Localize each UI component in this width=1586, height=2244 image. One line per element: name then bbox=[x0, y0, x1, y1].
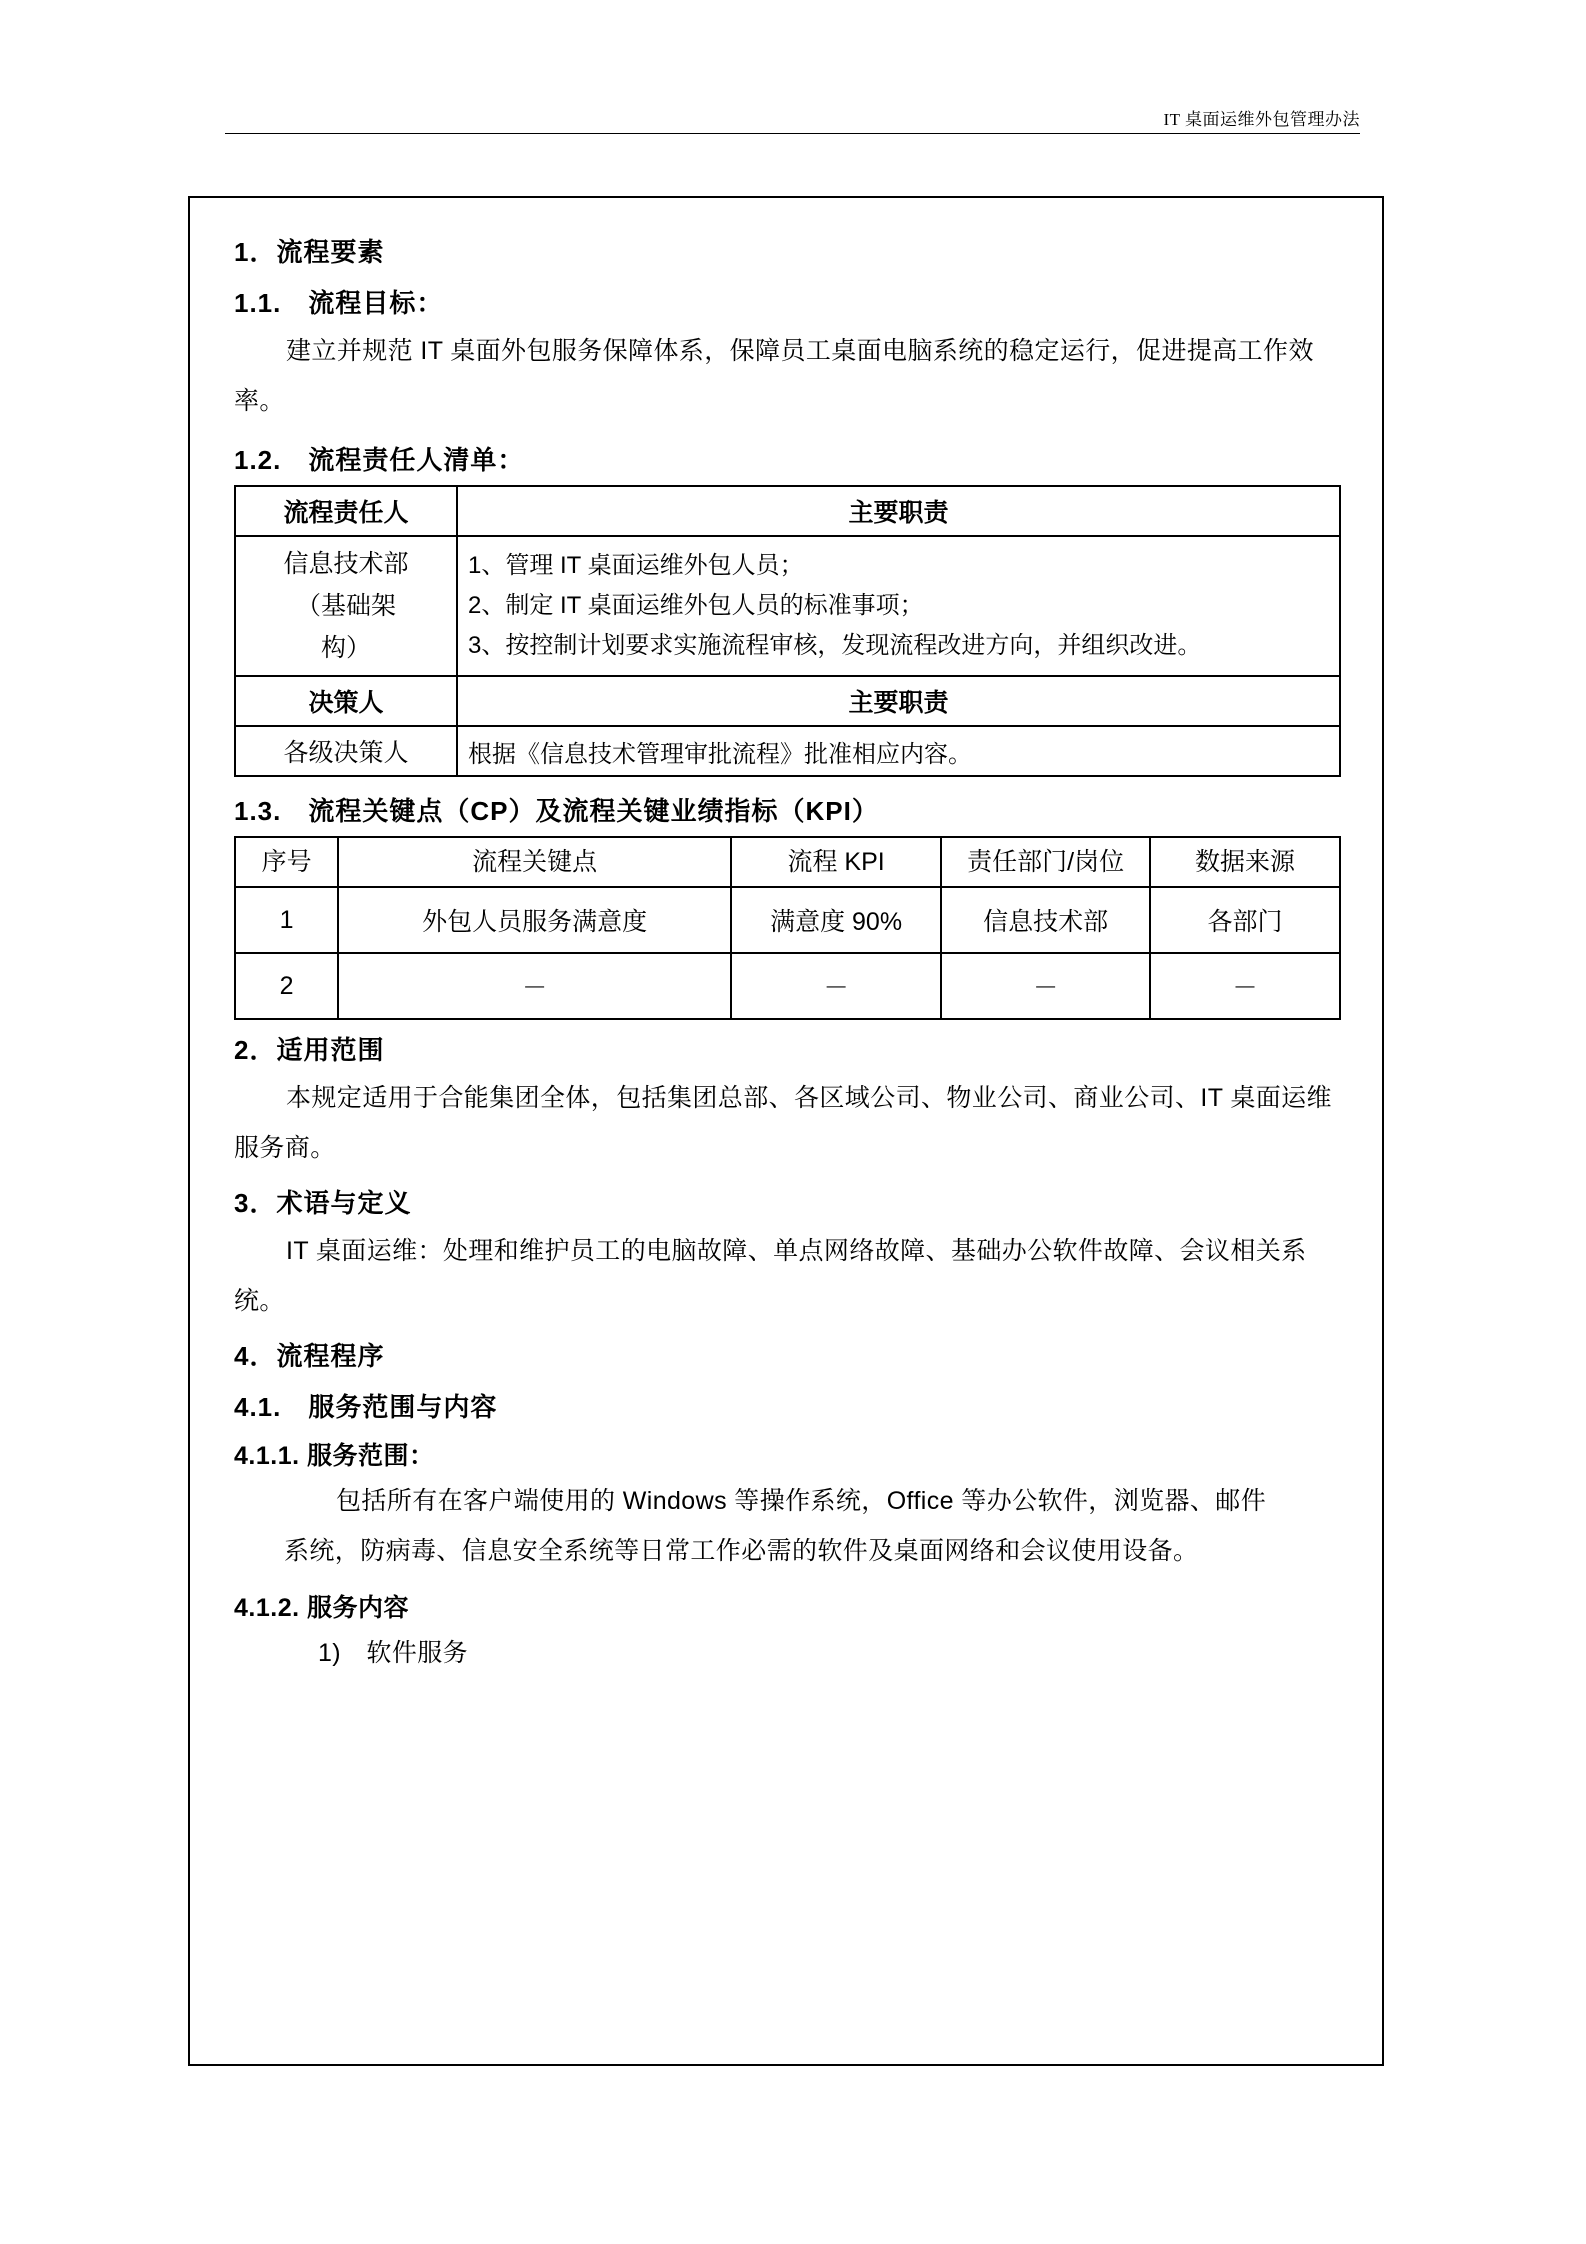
paragraph-terms: IT 桌面运维：处理和维护员工的电脑故障、单点网络故障、基础办公软件故障、会议相关系统。 bbox=[234, 1237, 1307, 1315]
cell-row1-cp: 外包人员服务满意度 bbox=[338, 887, 731, 953]
heading-2-scope: 2．适用范围 bbox=[234, 1035, 385, 1065]
cell-row2-no: 2 bbox=[235, 953, 338, 1019]
table-row bbox=[235, 726, 1340, 776]
cell-row2-source: － bbox=[1150, 953, 1340, 1019]
heading-1-2-owner-list: 1.2. 流程责任人清单： bbox=[234, 445, 525, 475]
paragraph-scope: 本规定适用于合能集团全体，包括集团总部、各区域公司、物业公司、商业公司、IT 桌面运维服务商。 bbox=[234, 1084, 1332, 1162]
column-header-cp: 流程关键点 bbox=[338, 837, 731, 887]
column-header-owner: 流程责任人 bbox=[235, 486, 457, 536]
cell-row1-dept: 信息技术部 bbox=[941, 887, 1150, 953]
page-header-title: IT 桌面运维外包管理办法 bbox=[1163, 110, 1360, 129]
paragraph-process-goal: 建立并规范 IT 桌面外包服务保障体系，保障员工桌面电脑系统的稳定运行，促进提高工作效率。 bbox=[234, 337, 1314, 415]
cell-decider-duty: 根据《信息技术管理审批流程》批准相应内容。 bbox=[457, 726, 1340, 776]
cell-row1-kpi: 满意度 90% bbox=[731, 887, 941, 953]
duty-item-1: 1、管理 IT 桌面运维外包人员； bbox=[468, 552, 804, 579]
column-header-duty-2: 主要职责 bbox=[457, 676, 1340, 726]
owner-line-1: 信息技术部 bbox=[283, 550, 409, 578]
owner-line-3: 构） bbox=[320, 634, 371, 662]
column-header-duty: 主要职责 bbox=[457, 486, 1340, 536]
heading-4-1-service-scope-content: 4.1. 服务范围与内容 bbox=[234, 1392, 498, 1422]
heading-4-1-1-service-scope: 4.1.1. 服务范围： bbox=[234, 1442, 435, 1470]
table-header-row bbox=[235, 486, 1340, 536]
heading-4-procedure: 4．流程程序 bbox=[234, 1341, 385, 1371]
document-body-frame bbox=[188, 196, 1384, 2066]
duty-item-3: 3、按控制计划要求实施流程审核，发现流程改进方向，并组织改进。 bbox=[468, 632, 1202, 659]
heading-1-process-elements: 1．流程要素 bbox=[234, 237, 385, 267]
heading-1-1-process-goal: 1.1. 流程目标： bbox=[234, 288, 444, 318]
cell-row2-cp: － bbox=[338, 953, 731, 1019]
table-row bbox=[235, 536, 1340, 676]
column-header-no: 序号 bbox=[235, 837, 338, 887]
column-header-decider: 决策人 bbox=[235, 676, 457, 726]
heading-4-1-2-service-content: 4.1.2. 服务内容 bbox=[234, 1594, 409, 1622]
cell-row2-kpi: － bbox=[731, 953, 941, 1019]
cell-decider-all-levels: 各级决策人 bbox=[235, 726, 457, 776]
cell-duties-it-dept bbox=[457, 536, 1340, 676]
duty-item-2: 2、制定 IT 桌面运维外包人员的标准事项； bbox=[468, 592, 924, 619]
cell-row1-no: 1 bbox=[235, 887, 338, 953]
cell-row2-dept: － bbox=[941, 953, 1150, 1019]
cell-owner-it-dept bbox=[235, 536, 457, 676]
heading-1-3-cp-kpi: 1.3. 流程关键点（CP）及流程关键业绩指标（KPI） bbox=[234, 796, 879, 826]
column-header-source: 数据来源 bbox=[1150, 837, 1340, 887]
responsibility-table bbox=[234, 485, 1341, 777]
column-header-dept: 责任部门/岗位 bbox=[941, 837, 1150, 887]
table-row bbox=[235, 953, 1340, 1019]
list-item-software-service: 1) 软件服务 bbox=[318, 1639, 469, 1667]
header-divider bbox=[225, 133, 1360, 134]
heading-3-terms: 3．术语与定义 bbox=[234, 1188, 412, 1218]
column-header-kpi: 流程 KPI bbox=[731, 837, 941, 887]
table-row bbox=[235, 887, 1340, 953]
cell-row1-source: 各部门 bbox=[1150, 887, 1340, 953]
table-header-row-2 bbox=[235, 676, 1340, 726]
paragraph-service-scope: 包括所有在客户端使用的 Windows 等操作系统，Office 等办公软件，浏览器、邮件系统，防病毒、信息安全系统等日常工作必需的软件及桌面网络和会议使用设备。 bbox=[284, 1487, 1267, 1565]
owner-line-2: （基础架 bbox=[295, 592, 396, 620]
cp-kpi-table bbox=[234, 836, 1341, 1020]
table-header-row bbox=[235, 837, 1340, 887]
